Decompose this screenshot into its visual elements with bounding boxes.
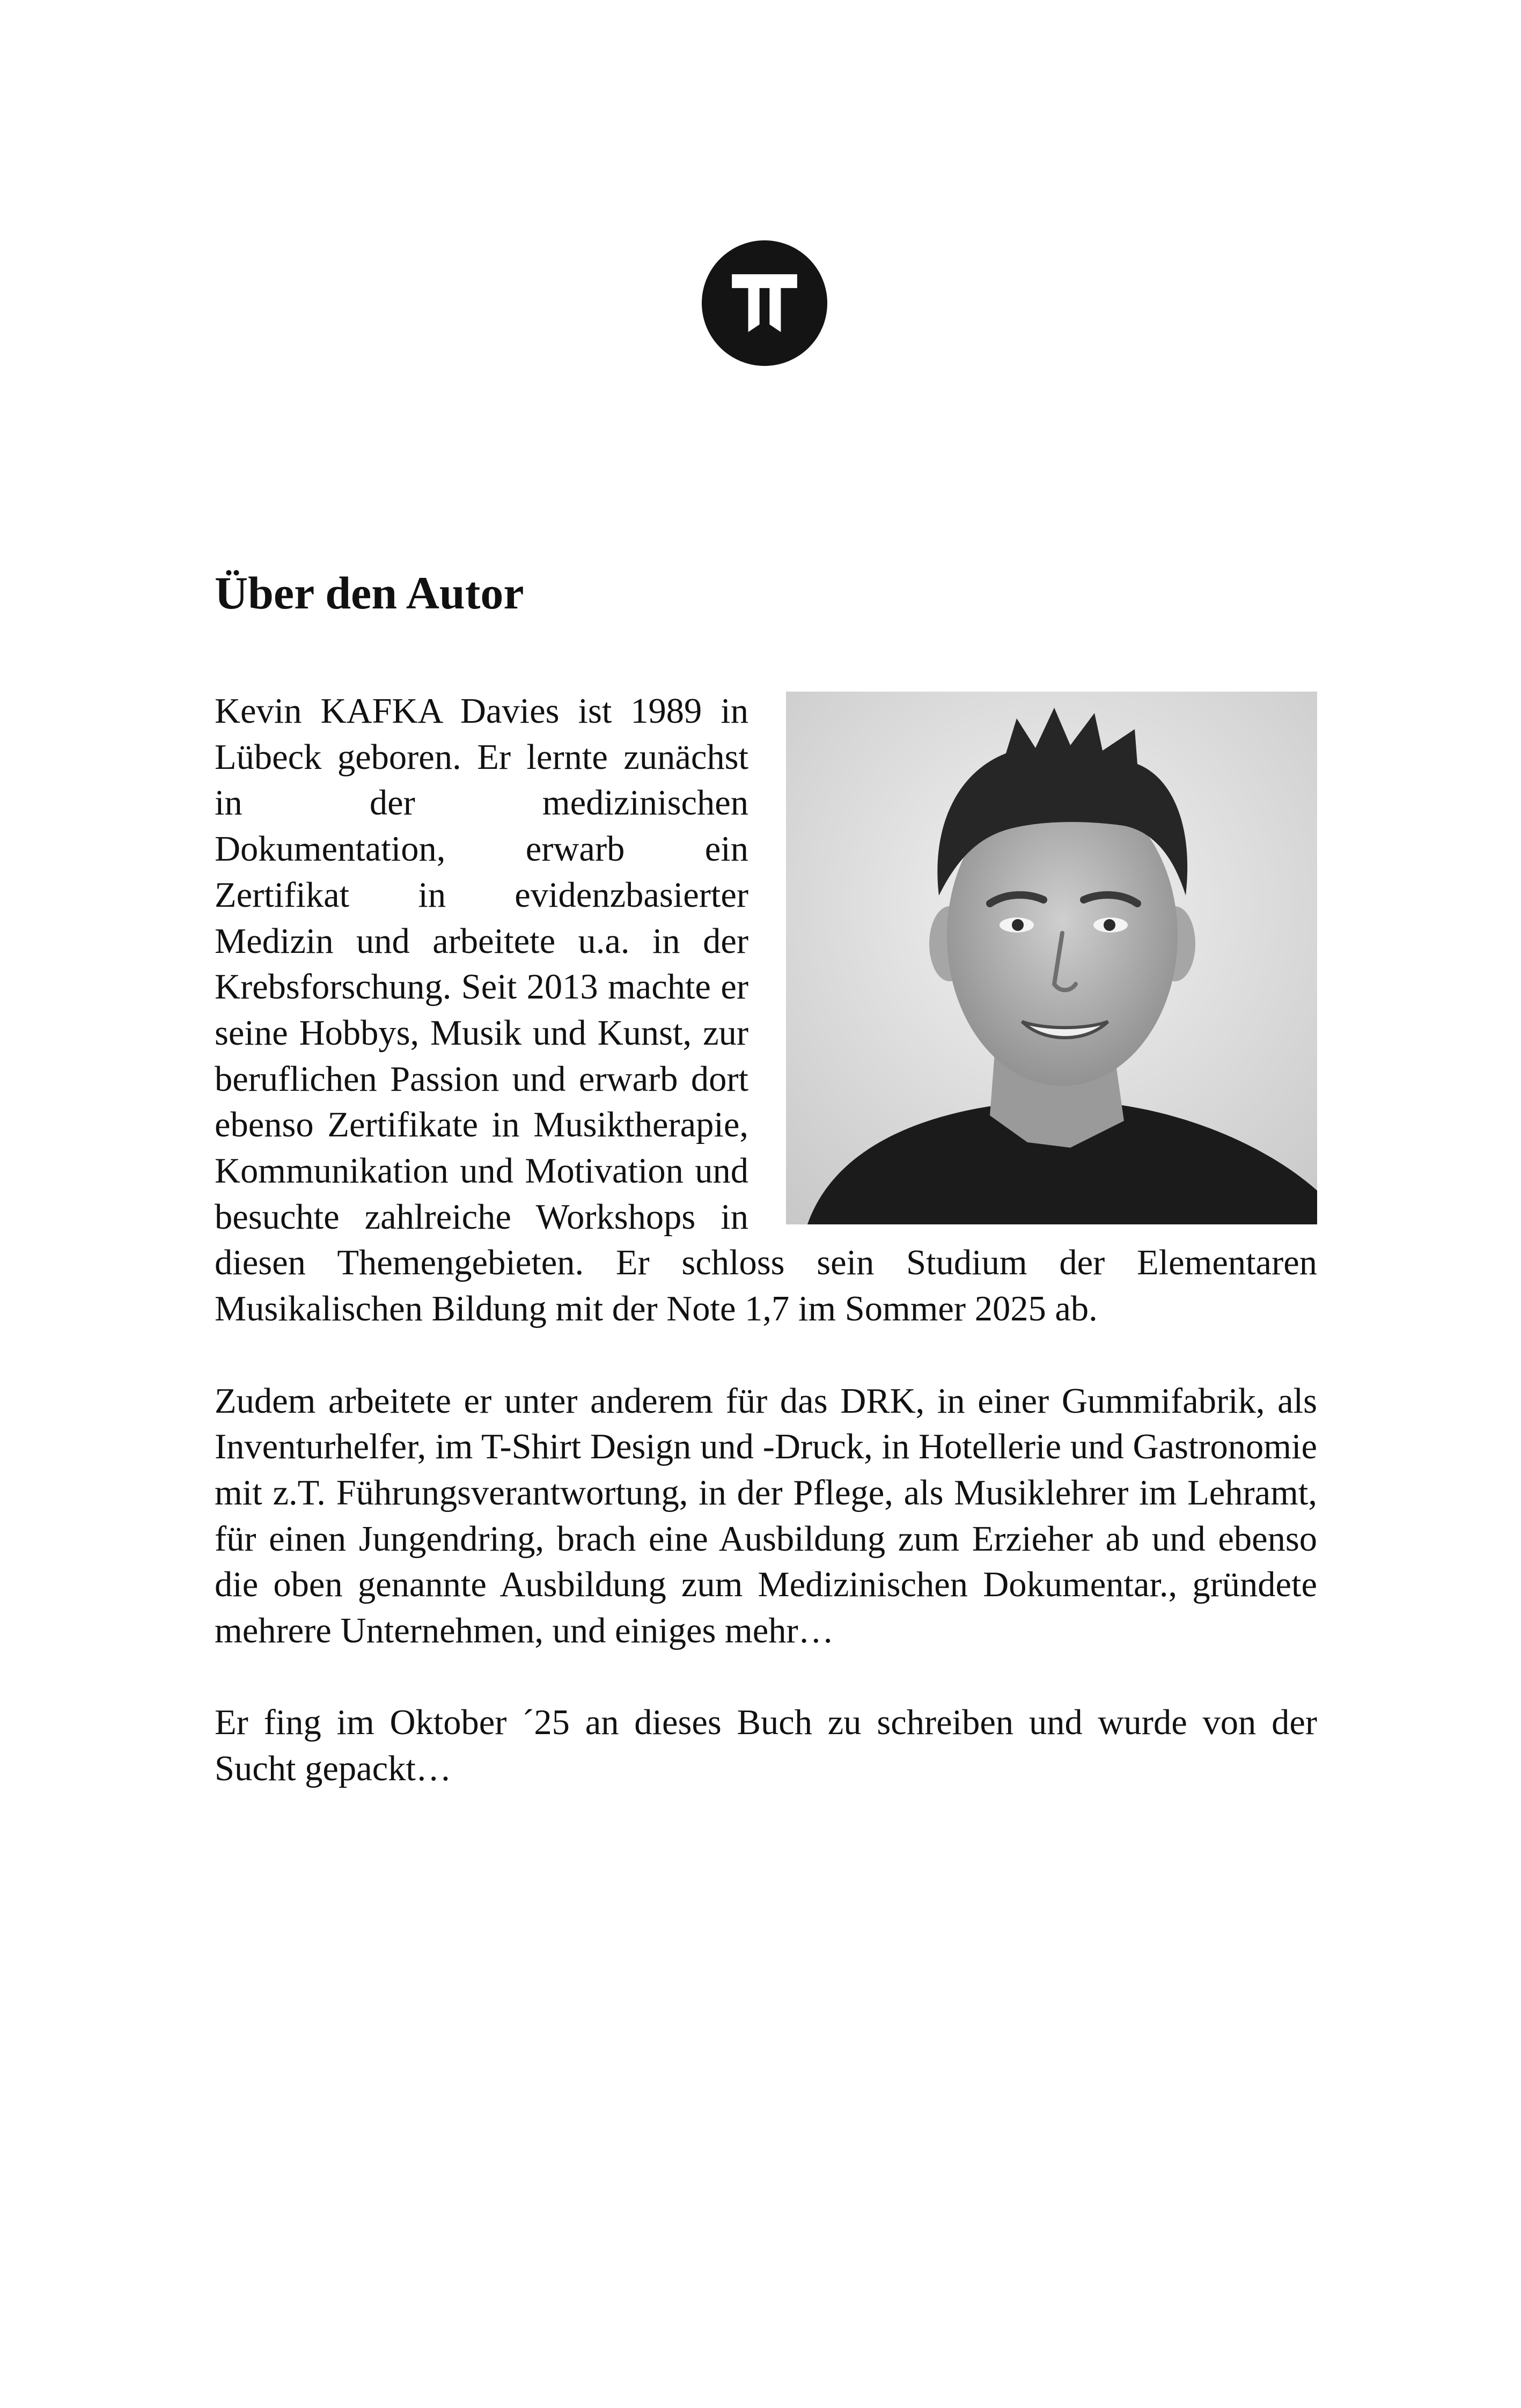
page-title: Über den Autor bbox=[215, 567, 524, 619]
publisher-logo-icon bbox=[702, 240, 827, 366]
author-bio bbox=[215, 688, 1317, 1792]
bio-paragraph-2: Zudem arbeitete er unter anderem für das DRK, in einer Gummifabrik, als Inventurhelfer, im T-Shirt Design und -Druck, in Hotellerie und Gastronomie mit z.T. Führungsverantwortung, in der Pflege, als Musiklehrer im Lehramt, für einen Jungendring, brach eine Ausbildung zum Erzieher ab und ebenso die oben genannte Ausbildung zum Medizinischen Dokumentar., gründete mehrere Unternehmen, und einiges mehr… bbox=[215, 1381, 1317, 1651]
bio-paragraph-3: Er fing im Oktober ´25 an dieses Buch zu schreiben und wurde von der Sucht gepackt… bbox=[215, 1703, 1317, 1789]
bio-paragraph-1: Kevin KAFKA Davies ist 1989 in Lübeck geboren. Er lernte zunächst in der medizinischen Dokumentation, erwarb ein Zertifikat in evidenzbasierter Medizin und arbeitete u.a. in der Krebsforschung. Seit 2013 machte er seine Hobbys, Musik und Kunst, zur beruflichen Passion und erwarb dort ebenso Zertifikate in Musiktherapie, Kommunikation und Motivation und besuchte zahlreiche Workshops in diesen Themengebieten. Er schloss sein Studium der Elementaren Musikalischen Bildung mit der Note 1,7 im Sommer 2025 ab. bbox=[215, 692, 1317, 1329]
author-portrait bbox=[786, 692, 1317, 1224]
